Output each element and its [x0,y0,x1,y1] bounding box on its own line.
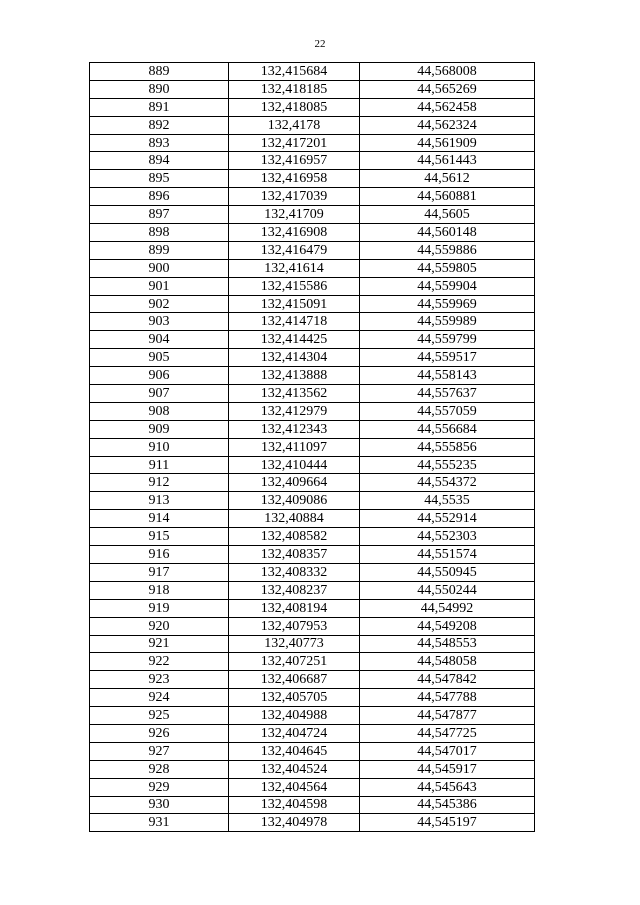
point-number-cell: 902 [90,295,229,313]
x-coordinate-cell: 132,404524 [229,760,360,778]
point-number-cell: 906 [90,367,229,385]
y-coordinate-cell: 44,552303 [360,528,535,546]
y-coordinate-cell: 44,548553 [360,635,535,653]
table-row [90,474,535,492]
x-coordinate-cell: 132,4178 [229,116,360,134]
y-coordinate-cell: 44,550244 [360,581,535,599]
x-coordinate-cell: 132,416958 [229,170,360,188]
x-coordinate-cell: 132,404724 [229,724,360,742]
table-row [90,349,535,367]
point-number-cell: 920 [90,617,229,635]
point-number-cell: 921 [90,635,229,653]
point-number-cell: 892 [90,116,229,134]
x-coordinate-cell: 132,413888 [229,367,360,385]
point-number-cell: 905 [90,349,229,367]
x-coordinate-cell: 132,407251 [229,653,360,671]
x-coordinate-cell: 132,404598 [229,796,360,814]
table-row [90,152,535,170]
x-coordinate-cell: 132,404988 [229,707,360,725]
point-number-cell: 928 [90,760,229,778]
y-coordinate-cell: 44,549208 [360,617,535,635]
y-coordinate-cell: 44,560148 [360,224,535,242]
x-coordinate-cell: 132,405705 [229,689,360,707]
table-row [90,760,535,778]
y-coordinate-cell: 44,558143 [360,367,535,385]
x-coordinate-cell: 132,409664 [229,474,360,492]
table-row [90,528,535,546]
point-number-cell: 911 [90,456,229,474]
point-number-cell: 893 [90,134,229,152]
x-coordinate-cell: 132,408237 [229,581,360,599]
table-row [90,259,535,277]
table-row [90,778,535,796]
point-number-cell: 890 [90,80,229,98]
table-row [90,563,535,581]
table-row [90,814,535,832]
y-coordinate-cell: 44,559805 [360,259,535,277]
table-row [90,617,535,635]
y-coordinate-cell: 44,555235 [360,456,535,474]
table-row [90,116,535,134]
table-row [90,456,535,474]
y-coordinate-cell: 44,545643 [360,778,535,796]
table-row [90,170,535,188]
point-number-cell: 894 [90,152,229,170]
y-coordinate-cell: 44,547842 [360,671,535,689]
table-row [90,671,535,689]
x-coordinate-cell: 132,408357 [229,546,360,564]
point-number-cell: 923 [90,671,229,689]
y-coordinate-cell: 44,559904 [360,277,535,295]
table-row [90,420,535,438]
coordinates-table [89,62,535,832]
point-number-cell: 931 [90,814,229,832]
table-row [90,492,535,510]
table-row [90,796,535,814]
x-coordinate-cell: 132,414718 [229,313,360,331]
table-row [90,224,535,242]
table-row [90,707,535,725]
y-coordinate-cell: 44,545917 [360,760,535,778]
point-number-cell: 927 [90,742,229,760]
point-number-cell: 915 [90,528,229,546]
x-coordinate-cell: 132,408332 [229,563,360,581]
table-row [90,331,535,349]
y-coordinate-cell: 44,565269 [360,80,535,98]
y-coordinate-cell: 44,54992 [360,599,535,617]
y-coordinate-cell: 44,547877 [360,707,535,725]
y-coordinate-cell: 44,547017 [360,742,535,760]
point-number-cell: 926 [90,724,229,742]
x-coordinate-cell: 132,418185 [229,80,360,98]
y-coordinate-cell: 44,5605 [360,206,535,224]
y-coordinate-cell: 44,562324 [360,116,535,134]
point-number-cell: 900 [90,259,229,277]
point-number-cell: 897 [90,206,229,224]
point-number-cell: 924 [90,689,229,707]
table-row [90,134,535,152]
y-coordinate-cell: 44,551574 [360,546,535,564]
x-coordinate-cell: 132,410444 [229,456,360,474]
table-row [90,653,535,671]
y-coordinate-cell: 44,547788 [360,689,535,707]
table-row [90,402,535,420]
y-coordinate-cell: 44,557059 [360,402,535,420]
table-row [90,635,535,653]
point-number-cell: 917 [90,563,229,581]
x-coordinate-cell: 132,406687 [229,671,360,689]
point-number-cell: 918 [90,581,229,599]
y-coordinate-cell: 44,552914 [360,510,535,528]
y-coordinate-cell: 44,561443 [360,152,535,170]
x-coordinate-cell: 132,415684 [229,63,360,81]
point-number-cell: 891 [90,98,229,116]
point-number-cell: 925 [90,707,229,725]
x-coordinate-cell: 132,408194 [229,599,360,617]
table-row [90,241,535,259]
x-coordinate-cell: 132,41614 [229,259,360,277]
x-coordinate-cell: 132,416479 [229,241,360,259]
table-row [90,98,535,116]
x-coordinate-cell: 132,40884 [229,510,360,528]
x-coordinate-cell: 132,404564 [229,778,360,796]
page-number: 22 [314,38,326,50]
x-coordinate-cell: 132,415586 [229,277,360,295]
x-coordinate-cell: 132,413562 [229,385,360,403]
y-coordinate-cell: 44,548058 [360,653,535,671]
table-row [90,510,535,528]
y-coordinate-cell: 44,5612 [360,170,535,188]
coordinates-table-body [90,63,535,832]
x-coordinate-cell: 132,408582 [229,528,360,546]
point-number-cell: 922 [90,653,229,671]
y-coordinate-cell: 44,550945 [360,563,535,581]
x-coordinate-cell: 132,409086 [229,492,360,510]
table-row [90,313,535,331]
y-coordinate-cell: 44,559799 [360,331,535,349]
y-coordinate-cell: 44,545197 [360,814,535,832]
table-row [90,724,535,742]
point-number-cell: 929 [90,778,229,796]
point-number-cell: 896 [90,188,229,206]
x-coordinate-cell: 132,412979 [229,402,360,420]
y-coordinate-cell: 44,545386 [360,796,535,814]
x-coordinate-cell: 132,412343 [229,420,360,438]
y-coordinate-cell: 44,554372 [360,474,535,492]
x-coordinate-cell: 132,404978 [229,814,360,832]
x-coordinate-cell: 132,41709 [229,206,360,224]
point-number-cell: 914 [90,510,229,528]
x-coordinate-cell: 132,414304 [229,349,360,367]
y-coordinate-cell: 44,559886 [360,241,535,259]
y-coordinate-cell: 44,562458 [360,98,535,116]
y-coordinate-cell: 44,560881 [360,188,535,206]
x-coordinate-cell: 132,418085 [229,98,360,116]
point-number-cell: 910 [90,438,229,456]
table-row [90,367,535,385]
y-coordinate-cell: 44,559989 [360,313,535,331]
x-coordinate-cell: 132,404645 [229,742,360,760]
table-row [90,581,535,599]
point-number-cell: 930 [90,796,229,814]
x-coordinate-cell: 132,40773 [229,635,360,653]
table-row [90,742,535,760]
y-coordinate-cell: 44,561909 [360,134,535,152]
x-coordinate-cell: 132,417039 [229,188,360,206]
table-row [90,277,535,295]
y-coordinate-cell: 44,555856 [360,438,535,456]
x-coordinate-cell: 132,415091 [229,295,360,313]
y-coordinate-cell: 44,556684 [360,420,535,438]
y-coordinate-cell: 44,568008 [360,63,535,81]
table-row [90,63,535,81]
table-row [90,206,535,224]
x-coordinate-cell: 132,416908 [229,224,360,242]
y-coordinate-cell: 44,557637 [360,385,535,403]
x-coordinate-cell: 132,416957 [229,152,360,170]
point-number-cell: 898 [90,224,229,242]
table-row [90,599,535,617]
point-number-cell: 899 [90,241,229,259]
table-row [90,438,535,456]
point-number-cell: 913 [90,492,229,510]
point-number-cell: 907 [90,385,229,403]
point-number-cell: 916 [90,546,229,564]
y-coordinate-cell: 44,559517 [360,349,535,367]
x-coordinate-cell: 132,407953 [229,617,360,635]
x-coordinate-cell: 132,411097 [229,438,360,456]
table-row [90,188,535,206]
point-number-cell: 895 [90,170,229,188]
point-number-cell: 903 [90,313,229,331]
table-row [90,80,535,98]
table-row [90,689,535,707]
y-coordinate-cell: 44,559969 [360,295,535,313]
table-row [90,546,535,564]
y-coordinate-cell: 44,547725 [360,724,535,742]
point-number-cell: 919 [90,599,229,617]
x-coordinate-cell: 132,417201 [229,134,360,152]
x-coordinate-cell: 132,414425 [229,331,360,349]
point-number-cell: 889 [90,63,229,81]
table-row [90,295,535,313]
point-number-cell: 901 [90,277,229,295]
point-number-cell: 904 [90,331,229,349]
point-number-cell: 912 [90,474,229,492]
point-number-cell: 908 [90,402,229,420]
point-number-cell: 909 [90,420,229,438]
y-coordinate-cell: 44,5535 [360,492,535,510]
table-row [90,385,535,403]
